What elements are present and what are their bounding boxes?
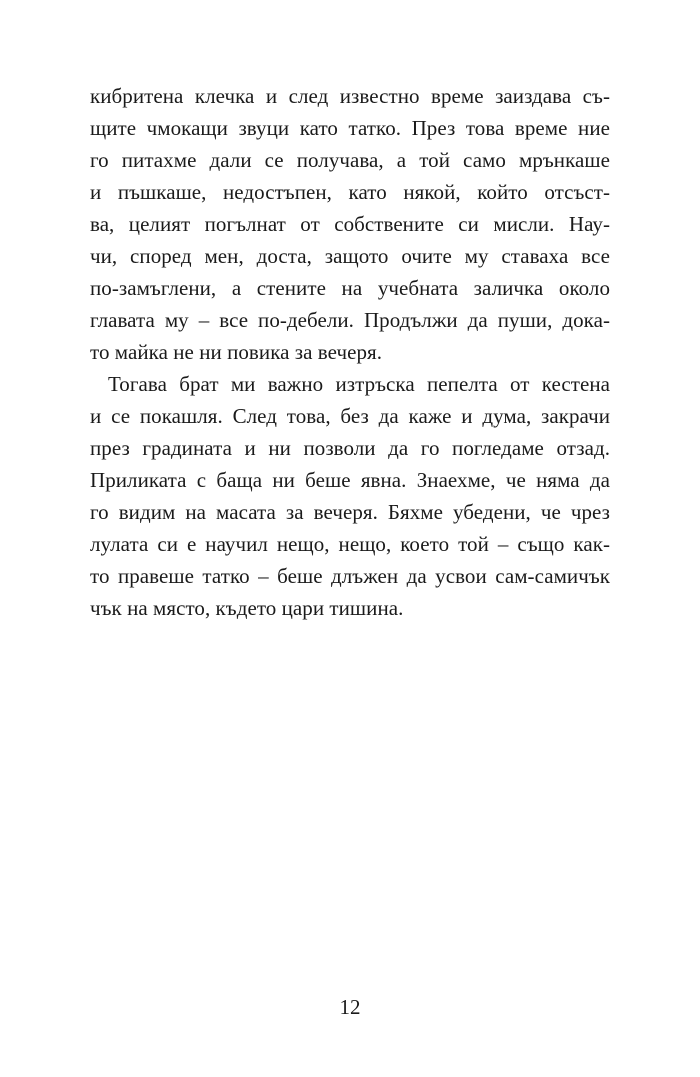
text-line: то правеше татко – беше длъжен да усвои сам-самичък [90,564,610,588]
text-line: кибритена клечка и след известно време заиздава съ- [90,84,610,108]
body-text [90,80,610,624]
text-line: през градината и ни позволи да го погледаме отзад. [90,436,610,460]
text-line: и се покашля. След това, без да каже и дума, закрачи [90,404,610,428]
text-line: го питахме дали се получава, а той само мрънкаше [90,148,610,172]
text-line: щите чмокащи звуци като татко. През това време ние [90,116,610,140]
text-line: го видим на масата за вечеря. Бяхме убедени, че чрез [90,500,610,524]
text-line: лулата си е научил нещо, нещо, което той – също как- [90,532,610,556]
page-number: 12 [339,995,361,1019]
text-line: по-замъглени, а стените на учебната заличка около [90,276,610,300]
text-line: Приликата с баща ни беше явна. Знаехме, че няма да [90,468,610,492]
text-line: главата му – все по-дебели. Продължи да пуши, дока- [90,308,610,332]
text-line: и пъшкаше, недостъпен, като някой, който отсъст- [90,180,610,204]
text-line: Тогава брат ми важно изтръска пепелта от кестена [108,372,610,396]
text-line: ва, целият погълнат от собствените си мисли. Нау- [90,212,610,236]
text-line: чи, според мен, доста, защото очите му ставаха все [90,244,610,268]
text-line: то майка не ни повика за вечеря. [90,340,383,364]
paragraph-1 [90,80,610,368]
text-line: чък на място, където цари тишина. [90,596,404,620]
paragraph-2 [90,368,610,624]
